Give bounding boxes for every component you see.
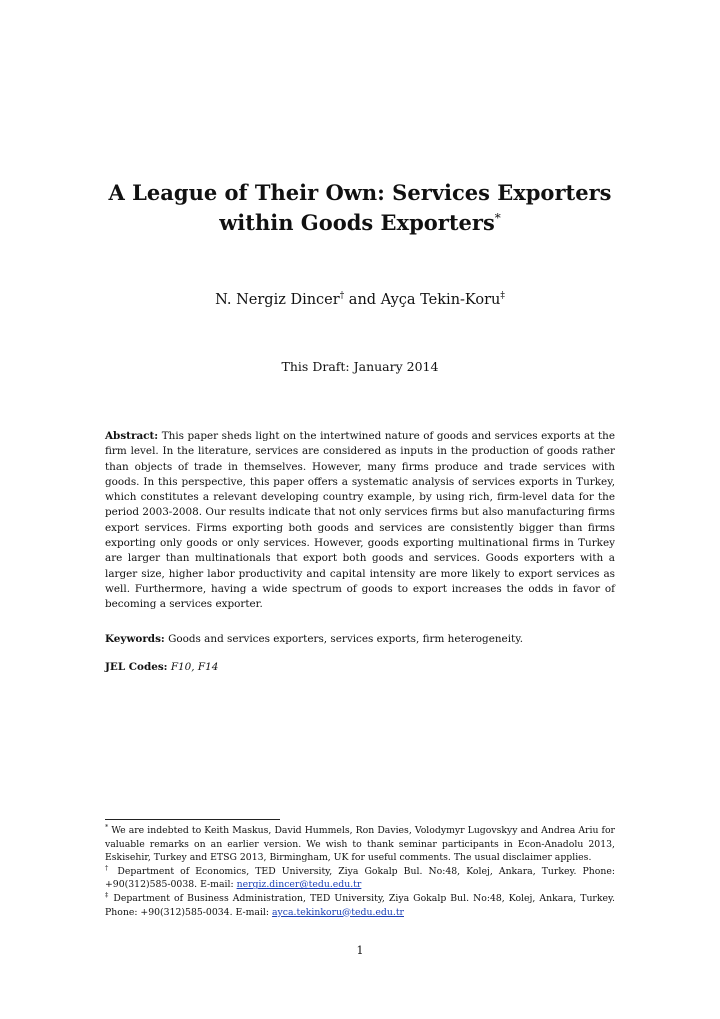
jel-codes-line [105,660,615,675]
page-number: 1 [356,944,364,957]
author-1-name: N. Nergiz Dincer [215,292,340,308]
footnote-1-text: We are indebted to Keith Maskus, David Hummels, Ron Davies, Volodymyr Lugovskyy and Andrea Ariu for valuable remarks on an earlier version. We wish to thank seminar participants in Econ-Anadolu 2013, Eskisehir, Turkey and ETSG 2013, Birmingham, UK for useful comments. The usual disclaimer applies. [105,825,615,864]
footnote-1-mark: * [105,823,109,831]
draft-date: This Draft: January 2014 [281,359,439,374]
author-line [60,290,660,310]
footnote-author-2 [105,892,615,919]
abstract-text: This paper sheds light on the intertwined nature of goods and services exports at the firm level. In the literature, services are considered as inputs in the production of goods rather than objects of trade in themselves. However, many firms produce and trade services with goods. In this perspective, this paper offers a systematic analysis of services exports in Turkey, which constitutes a relevant developing country example, by using rich, firm-level data for the period 2003-2008. Our results indicate that not only services firms but also manufacturing firms export services. Firms exporting both goods and services are consistently bigger than firms exporting only goods or only services. However, goods exporting multinational firms in Turkey are larger than multinationals that export both goods and services. Goods exporters with a larger size, higher labor productivity and capital intensity are more likely to export services as well. Furthermore, having a wide spectrum of goods to export increases the odds in favor of becoming a services exporter. [105,430,615,611]
author-2-name: Ayça Tekin-Koru [380,292,501,308]
footnote-divider [105,819,280,820]
footnote-acknowledgements [105,824,615,865]
footnote-3-text: Department of Business Administration, TED University, Ziya Gokalp Bul. No:48, Kolej, Ankara, Turkey. Phone: +90(312)585-0034. E-mail: [105,892,615,918]
abstract-paragraph [105,429,615,613]
footnote-2-text: Department of Economics, TED University, Ziya Gokalp Bul. No:48, Kolej, Ankara, Turkey. Phone: +90(312)585-0038. E-mail: [105,865,615,891]
title-line-1: A League of Their Own: Services Exporters [108,180,612,205]
title-line-2 [60,208,660,238]
paper-title [60,178,660,238]
author-conjunction: and [344,292,381,308]
jel-codes: F10, F14 [170,661,219,673]
author-1-footnote-mark[interactable]: † [339,291,345,301]
title-line-2-text: within Goods Exporters [219,210,495,235]
abstract-label: Abstract: [105,430,159,442]
jel-label: JEL Codes: [105,661,168,673]
keywords-line [105,632,615,647]
footnote-author-1 [105,865,615,892]
email-link-tekinkoru[interactable]: ayca.tekinkoru@tedu.edu.tr [272,906,404,918]
keywords-label: Keywords: [105,633,165,645]
email-link-dincer[interactable]: nergiz.dincer@tedu.edu.tr [236,879,362,891]
author-2-footnote-mark[interactable]: ‡ [500,291,505,301]
keywords-text: Goods and services exporters, services exports, firm heterogeneity. [168,633,523,645]
footnote-2-mark: † [105,863,112,872]
title-footnote-mark[interactable]: * [494,211,501,225]
footnotes-section [105,824,615,919]
footnote-3-mark: ‡ [105,890,110,899]
